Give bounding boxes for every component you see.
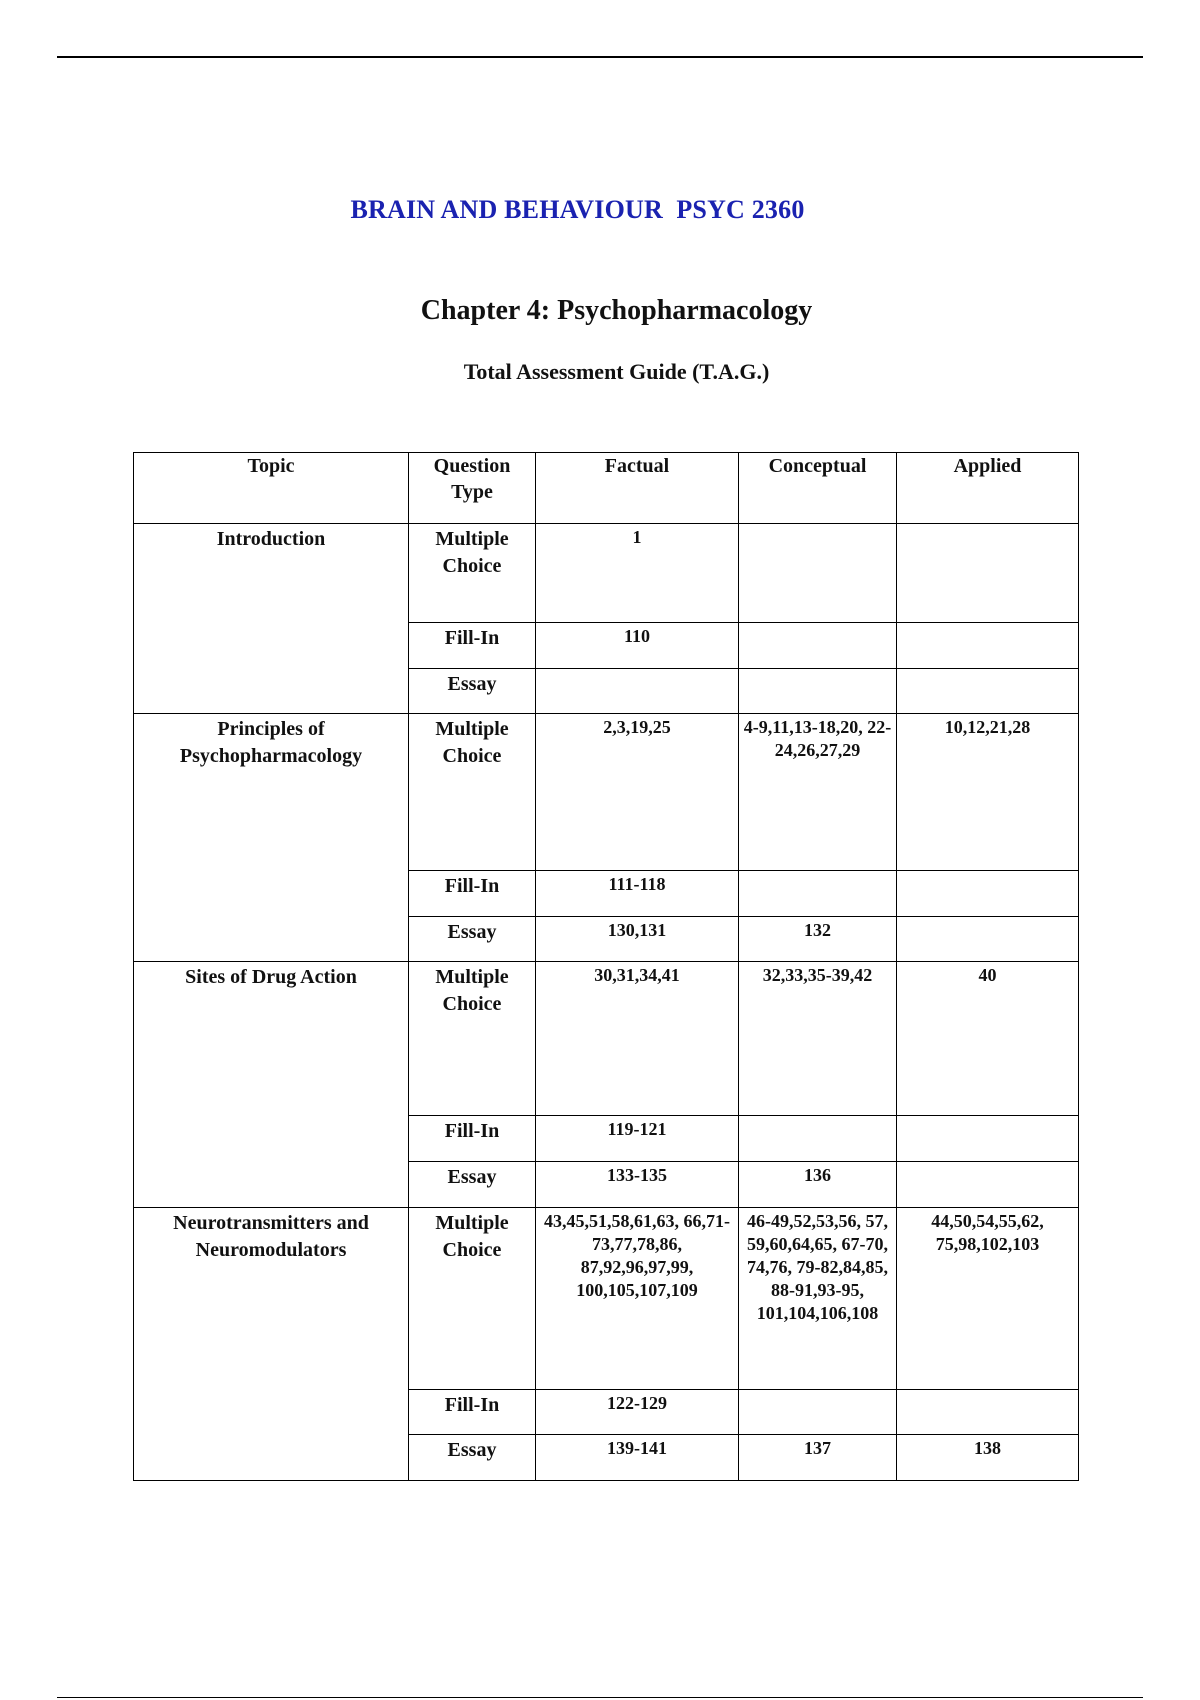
header-conceptual: Conceptual bbox=[739, 453, 897, 524]
applied-cell: 10,12,21,28 bbox=[897, 714, 1079, 871]
applied-cell: 40 bbox=[897, 962, 1079, 1116]
chapter-title: Chapter 4: Psychopharmacology bbox=[420, 295, 813, 326]
conceptual-cell bbox=[739, 669, 897, 714]
factual-cell: 130,131 bbox=[536, 917, 739, 962]
conceptual-cell bbox=[739, 1390, 897, 1435]
applied-cell bbox=[897, 1390, 1079, 1435]
applied-cell bbox=[897, 917, 1079, 962]
top-rule bbox=[57, 56, 1143, 58]
question-type-cell: Essay bbox=[409, 1162, 536, 1208]
table-row bbox=[134, 524, 1079, 623]
table-row bbox=[134, 962, 1079, 1116]
header-question-type: Question Type bbox=[409, 453, 536, 524]
question-type-cell: Fill-In bbox=[409, 1390, 536, 1435]
conceptual-cell bbox=[739, 871, 897, 917]
applied-cell bbox=[897, 669, 1079, 714]
applied-cell bbox=[897, 623, 1079, 669]
factual-cell: 111-118 bbox=[536, 871, 739, 917]
question-type-cell: Multiple Choice bbox=[409, 962, 536, 1116]
applied-cell: 44,50,54,55,62, 75,98,102,103 bbox=[897, 1208, 1079, 1390]
factual-cell: 2,3,19,25 bbox=[536, 714, 739, 871]
question-type-cell: Multiple Choice bbox=[409, 524, 536, 623]
header-topic: Topic bbox=[134, 453, 409, 524]
question-type-cell: Essay bbox=[409, 1435, 536, 1481]
conceptual-cell: 32,33,35-39,42 bbox=[739, 962, 897, 1116]
topic-cell: Introduction bbox=[134, 524, 409, 714]
factual-cell: 30,31,34,41 bbox=[536, 962, 739, 1116]
conceptual-cell: 132 bbox=[739, 917, 897, 962]
question-type-cell: Fill-In bbox=[409, 623, 536, 669]
table-header-row bbox=[134, 453, 1079, 524]
course-title: BRAIN AND BEHAVIOUR PSYC 2360 bbox=[350, 195, 805, 224]
question-type-cell: Multiple Choice bbox=[409, 714, 536, 871]
table-row bbox=[134, 714, 1079, 871]
conceptual-cell: 137 bbox=[739, 1435, 897, 1481]
table-row bbox=[134, 1208, 1079, 1390]
question-type-cell: Essay bbox=[409, 669, 536, 714]
factual-cell: 43,45,51,58,61,63, 66,71-73,77,78,86, 87,92,96,97,99, 100,105,107,109 bbox=[536, 1208, 739, 1390]
topic-cell: Principles of Psychopharmacology bbox=[134, 714, 409, 962]
applied-cell bbox=[897, 871, 1079, 917]
conceptual-cell bbox=[739, 623, 897, 669]
factual-cell: 110 bbox=[536, 623, 739, 669]
question-type-cell: Fill-In bbox=[409, 1116, 536, 1162]
factual-cell: 119-121 bbox=[536, 1116, 739, 1162]
applied-cell bbox=[897, 1116, 1079, 1162]
factual-cell: 122-129 bbox=[536, 1390, 739, 1435]
factual-cell bbox=[536, 669, 739, 714]
conceptual-cell: 136 bbox=[739, 1162, 897, 1208]
applied-cell bbox=[897, 1162, 1079, 1208]
applied-cell: 138 bbox=[897, 1435, 1079, 1481]
question-type-cell: Essay bbox=[409, 917, 536, 962]
topic-cell: Sites of Drug Action bbox=[134, 962, 409, 1208]
question-type-cell: Multiple Choice bbox=[409, 1208, 536, 1390]
assessment-guide-table bbox=[133, 452, 1079, 1481]
factual-cell: 133-135 bbox=[536, 1162, 739, 1208]
header-applied: Applied bbox=[897, 453, 1079, 524]
subtitle: Total Assessment Guide (T.A.G.) bbox=[463, 359, 770, 384]
conceptual-cell bbox=[739, 1116, 897, 1162]
header-factual: Factual bbox=[536, 453, 739, 524]
question-type-cell: Fill-In bbox=[409, 871, 536, 917]
bottom-rule bbox=[57, 1697, 1143, 1698]
conceptual-cell: 4-9,11,13-18,20, 22-24,26,27,29 bbox=[739, 714, 897, 871]
conceptual-cell bbox=[739, 524, 897, 623]
topic-cell: Neurotransmitters and Neuromodulators bbox=[134, 1208, 409, 1481]
applied-cell bbox=[897, 524, 1079, 623]
conceptual-cell: 46-49,52,53,56, 57, 59,60,64,65, 67-70, 74,76, 79-82,84,85, 88-91,93-95, 101,104,106,108 bbox=[739, 1208, 897, 1390]
factual-cell: 139-141 bbox=[536, 1435, 739, 1481]
factual-cell: 1 bbox=[536, 524, 739, 623]
